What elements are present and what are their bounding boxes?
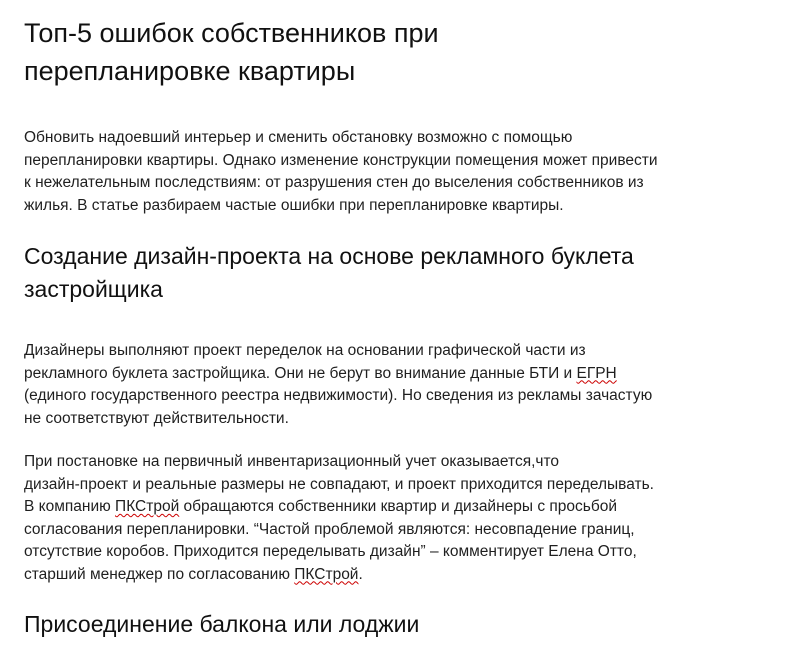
section-heading-design-project (24, 240, 634, 306)
section2-heading-line-1: Присоединение балкона или лоджии (24, 611, 420, 637)
s1p1-line-4: не соответствуют действительности. (24, 409, 289, 427)
s1p2-line-6-post: . (358, 565, 363, 583)
s1p2-line-3-post: обращаются собственники квартир и дизайнеры с просьбой (179, 498, 618, 515)
s1p2-line-5: отсутствие коробов. Приходится переделывать дизайн” – комментирует Елена Отто, (24, 543, 637, 560)
article-title (24, 14, 584, 90)
section1-heading-line-2: застройщика (24, 276, 163, 302)
s1p1-line-2 (24, 363, 652, 386)
intro-paragraph (24, 127, 658, 217)
s1p1-line-1: Дизайнеры выполняют проект переделок на основании графической части из (24, 342, 586, 359)
intro-line-4: жилья. В статье разбираем частые ошибки при перепланировке квартиры. (24, 196, 564, 214)
s1p2-line-1: При постановке на первичный инвентаризационный учет оказывается,что (24, 453, 560, 470)
brand-name-pkstroy-2: ПКСтрой (294, 565, 359, 583)
intro-line-3: к нежелательным последствиям: от разрушения стен до выселения собственников из (24, 174, 644, 191)
article-title-line-2: перепланировке квартиры (24, 56, 356, 86)
s1p2-line-3-pre: В компанию (24, 498, 116, 515)
intro-line-2: перепланировки квартиры. Однако изменение конструкции помещения может привести (24, 151, 658, 169)
brand-name-pkstroy: ПКСтрой (115, 498, 180, 515)
s1p2-line-4: согласования перепланировки. “Частой проблемой являются: несовпадение границ, (24, 520, 635, 538)
section-heading-balcony (24, 608, 419, 641)
s1p1-line-2-text: рекламного буклета застройщика. Они не берут во внимание данные БТИ и (24, 364, 577, 382)
s1p2-line-3 (24, 496, 654, 519)
section1-paragraph-2 (24, 451, 654, 586)
section1-paragraph-1 (24, 340, 652, 430)
s1p2-line-6 (24, 564, 654, 587)
article-title-line-1: Топ-5 ошибок собственников при (24, 18, 439, 48)
s1p2-line-6-pre: старший менеджер по согласованию (24, 565, 295, 583)
section1-heading-line-1: Создание дизайн-проекта на основе рекламного буклета (24, 243, 634, 269)
egrn-term: ЕГРН (576, 364, 617, 382)
s1p2-line-2: дизайн-проект и реальные размеры не совпадают, и проект приходится переделывать. (24, 475, 654, 493)
intro-line-1: Обновить надоевший интерьер и сменить обстановку возможно с помощью (24, 129, 573, 146)
s1p1-line-3: (единого государственного реестра недвижимости). Но сведения из рекламы зачастую (24, 387, 653, 404)
